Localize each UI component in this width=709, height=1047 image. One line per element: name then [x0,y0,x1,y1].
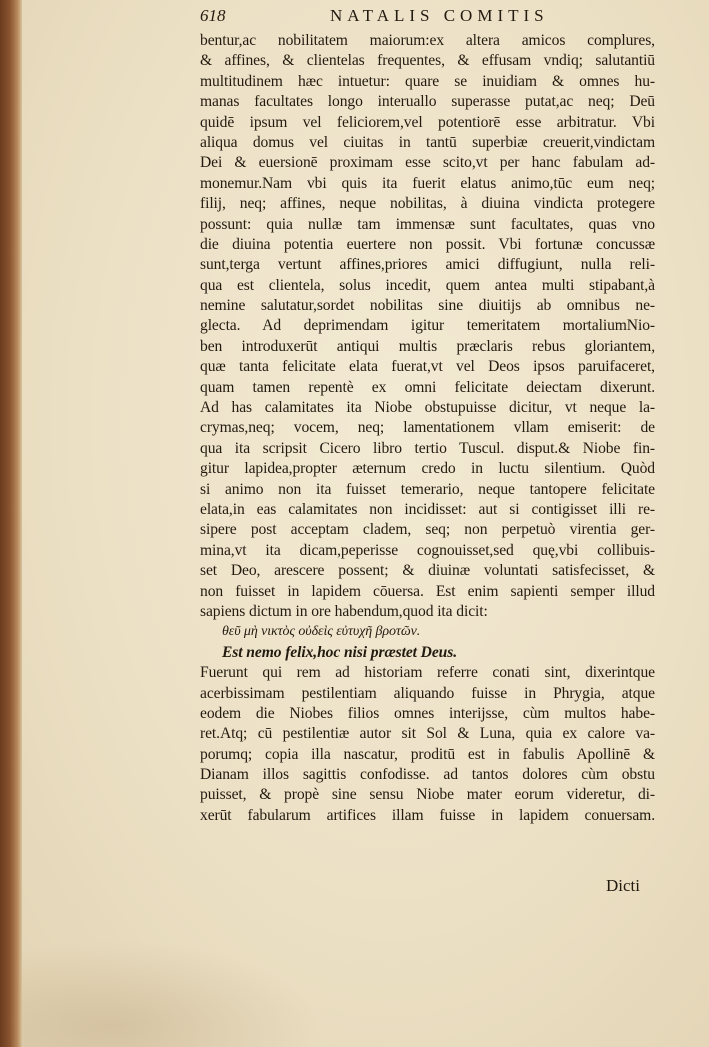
text-line: multitudinem hæc intuetur: quare se inuidiam & omnes hu- [200,72,655,90]
text-line: Dianam illos sagittis confodisse. ad tantos dolores cùm obstu [200,766,655,784]
text-line: glecta. Ad deprimendam igitur temeritatem mortaliumNio- [200,317,655,335]
text-line: gitur lapidea,propter æternum credo in luctu silentium. Quòd [200,460,655,478]
main-text-block [200,31,655,826]
text-line: possunt: quia nullæ tam immensæ sunt facultates, quas vno [200,215,655,233]
text-line: porumq; copia illa nascatur, proditū est in fabulis Apollinē & [200,745,655,763]
text-line: set Deo, arescere possent; & diuinæ voluntati satisfecisset, & [200,562,655,580]
text-line: monemur.Nam vbi quis ita fuerit elatus animo,tūc eum neq; [200,174,655,192]
text-line: Ad has calamitates ita Niobe obstupuisse dicitur, vt neque la- [200,399,655,417]
text-line: si animo non ita fuisset temerario, neque tantopere felicitate [200,480,655,498]
text-line: crymas,neq; vocem, neq; lamentationem vllam emiserit: de [200,419,655,437]
text-line: nemine salutatur,sordet nobilitas sine diuitijs ab omnibus ne- [200,297,655,315]
text-line: & affines, & clientelas frequentes, & effusam vndiq; salutantiū [200,52,655,70]
page-number: 618 [200,6,226,25]
greek-quotation: θεῦ μὴ νικτὸς οὐδεὶς εὐτυχῆ βροτῶν. [222,624,421,640]
latin-verse: Est nemo felix,hoc nisi præstet Deus. [222,643,457,661]
text-line: Fuerunt qui rem ad historiam referre conati sint, dixerintque [200,664,655,682]
text-line: eodem die Niobes filios omnes interijsse, cùm multos habe- [200,704,655,722]
text-line: ben introduxerūt antiqui multis præclaris rebus gloriantem, [200,337,655,355]
text-line: bentur,ac nobilitatem maiorum:ex altera amicos complures, [200,32,655,49]
text-line: quam tamen repentè ex omni felicitate deiectam dixerunt. [200,378,655,396]
text-line: ret.Atq; cū pestilentiæ autor sit Sol & Luna, quia ex calore va- [200,725,655,743]
running-head: NATALIS COMITIS [330,6,549,25]
text-line: filij, neq; affines, neque nobilitas, à diuina vindicta protegere [200,195,655,213]
catchword: Dicti [606,876,640,895]
text-line: sipere post acceptam cladem, seq; non perpetuò virentia ger- [200,521,655,539]
text-line: aliqua domus vel ciuitas in tantū superbiæ creuerit,vindictam [200,133,655,151]
text-line: sapiens dictum in ore habendum,quod ita dicit: [200,602,488,620]
text-line: die diuina potentia euertere non possit. Vbi fortunæ concussæ [200,235,655,253]
text-line: qua est clientela, solus incedit, quem antea multi stipabant,à [200,276,655,294]
text-line: acerbissimam pestilentiam aliquando fuisse in Phrygia, atque [200,684,655,702]
text-line: sunt,terga vertunt affines,priores amici diffugiunt, nulla reli- [200,256,655,274]
text-line: mina,vt ita dicam,peperisse cognouisset,sed quę,vbi collibuis- [200,541,655,559]
text-line: qua ita scripsit Cicero libro tertio Tuscul. disput.& Niobe fin- [200,439,655,457]
paper-stain [22,940,322,1047]
book-binding-edge [0,0,22,1047]
text-line: xerūt fabularum artifices illam fuisse in lapidem conuersam. [200,806,655,824]
text-line: non fuisset in lapidem cōuersa. Est enim sapienti semper illud [200,582,655,600]
text-line: manas facultates longo interuallo superasse putat,ac neq; Deū [200,93,655,111]
text-line: puisset, & propè sine sensu Niobe mater eorum videretur, di- [200,786,655,804]
text-line: quæ tanta felicitate elata fuerat,vt vel Deos ipsos paruifaceret, [200,358,655,376]
text-line: elata,in eas calamitates non incidisset: aut si contigisset illi re- [200,500,655,518]
page-header [200,6,660,32]
text-line: quidē ipsum vel feliciorem,vel potentiorē esse arbitratur. Vbi [200,113,655,131]
text-line: Dei & euersionē proximam esse scito,vt per hanc fabulam ad- [200,154,655,172]
